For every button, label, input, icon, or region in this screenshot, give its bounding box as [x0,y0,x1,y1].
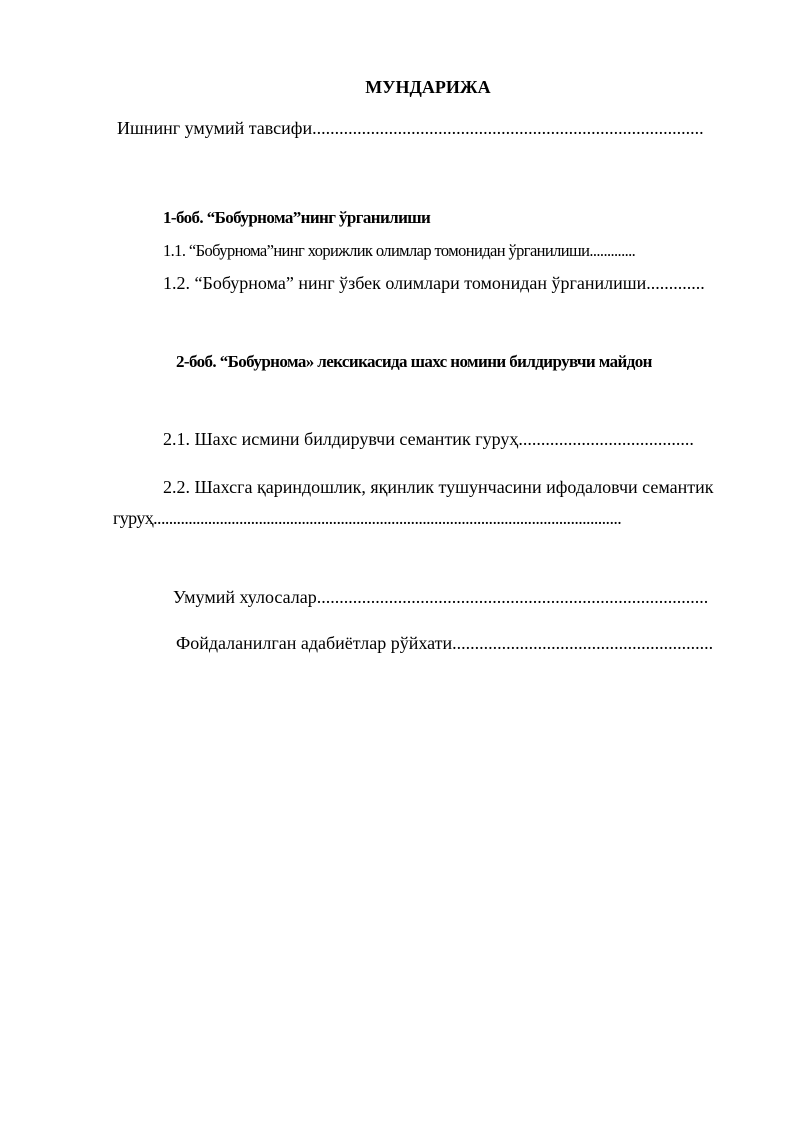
toc-section-1-1: 1.1. “Бобурнома”нинг хорижлик олимлар томонидан ўрганилиши............. [163,241,636,260]
toc-entry-bibliography: Фойдаланилган адабиётлар рўйхати.......................................................... [176,633,714,653]
toc-section-2-2-line-1: 2.2. Шахсга қариндошлик, яқинлик тушунчасини ифодаловчи семантик [163,477,714,497]
toc-chapter-1-heading: 1-боб. “Бобурнома”нинг ўрганилиши [163,208,431,227]
toc-section-2-1: 2.1. Шахс исмини билдирувчи семантик гуруҳ....................................... [163,429,694,449]
page-title: МУНДАРИЖА [365,77,491,97]
toc-section-1-2: 1.2. “Бобурнома” нинг ўзбек олимлари томонидан ўрганилиши............. [163,273,705,293]
toc-entry-conclusions: Умумий хулосалар....................................................................................... [173,587,709,607]
toc-chapter-2-heading: 2-боб. “Бобурнома» лексикасида шахс номини билдирувчи майдон [176,352,652,371]
toc-entry-general-description: Ишнинг умумий тавсифи....................................................................................... [117,118,704,138]
toc-section-2-2-line-2: гуруҳ........................................................................................................................ [113,508,622,528]
